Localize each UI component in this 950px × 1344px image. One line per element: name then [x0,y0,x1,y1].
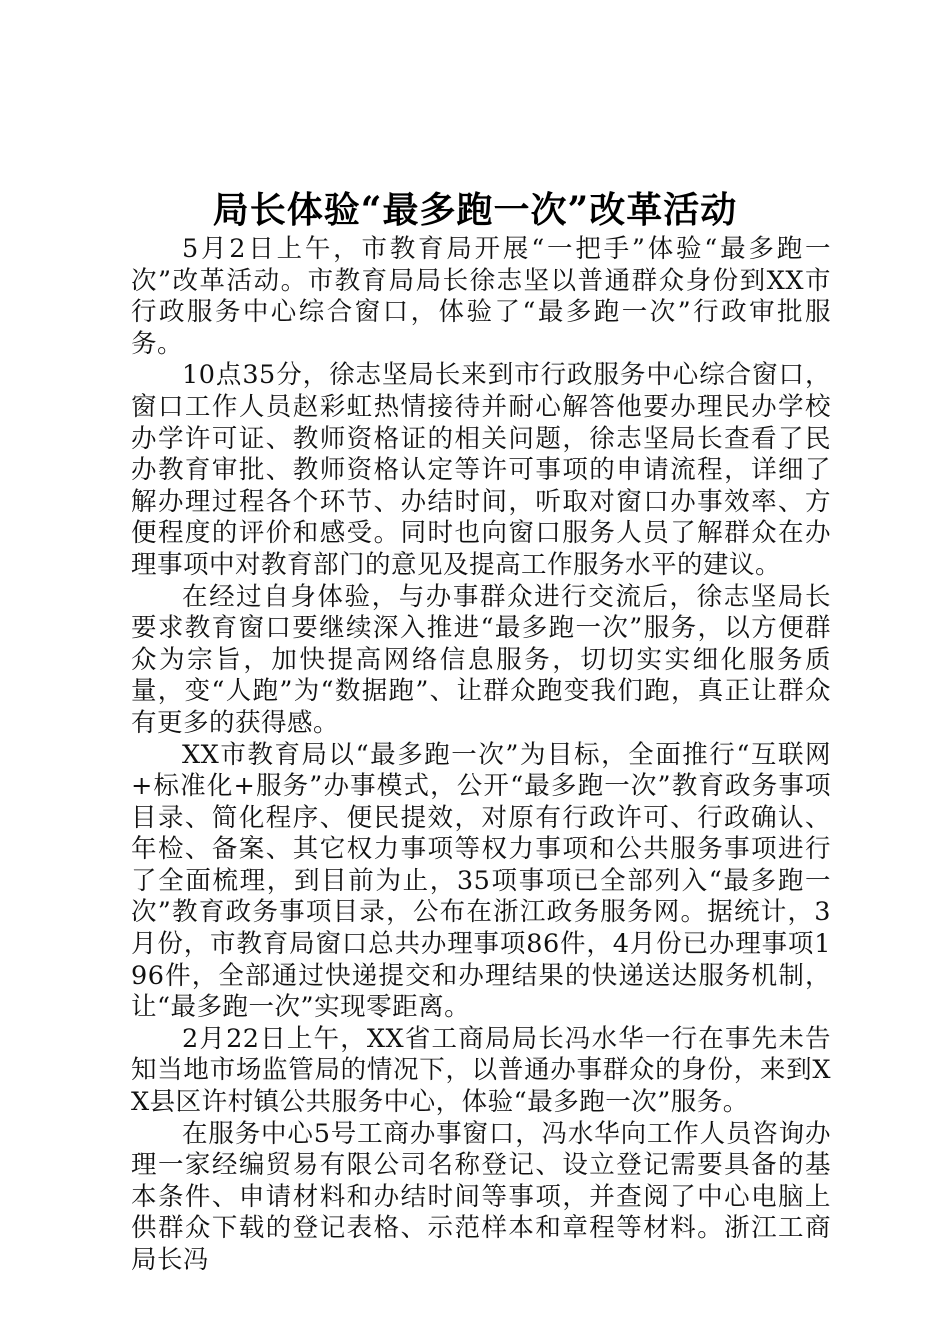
paragraph-3: 在经过自身体验，与办事群众进行交流后，徐志坚局长要求教育窗口要继续深入推进“最多跑一次”服务，以方便群众为宗旨，加快提高网络信息服务，切切实实细化服务质量，变“人跑”为“数据跑”、让群众跑变我们跑，真正让群众有更多的获得感。 [131,581,831,738]
paragraph-6: 在服务中心5号工商办事窗口，冯水华向工作人员咨询办理一家经编贸易有限公司名称登记、设立登记需要具备的基本条件、申请材料和办结时间等事项，并查阅了中心电脑上供群众下载的登记表格、示范样本和章程等材料。浙江工商局长冯 [131,1118,831,1275]
paragraph-5: 2月22日上午，XX省工商局局长冯水华一行在事先未告知当地市场监管局的情况下，以普通办事群众的身份，来到XX县区许村镇公共服务中心，体验“最多跑一次”服务。 [131,1023,831,1118]
paragraph-1: 5月2日上午，市教育局开展“一把手”体验“最多跑一次”改革活动。市教育局局长徐志坚以普通群众身份到XX市行政服务中心综合窗口，体验了“最多跑一次”行政审批服务。 [131,234,831,359]
document-title: 局长体验“最多跑一次”改革活动 [212,189,738,231]
paragraph-4: XX市教育局以“最多跑一次”为目标，全面推行“互联网+标准化+服务”办事模式，公开“最多跑一次”教育政务事项目录、简化程序、便民提效，对原有行政许可、行政确认、年检、备案、其它权力事项等权力事项和公共服务事项进行了全面梳理，到目前为止，35项事项已全部列入“最多跑一次”教育政务事项目录，公布在浙江政务服务网。据统计，3月份，市教育局窗口总共办理事项86件，4月份已办理事项196件，全部通过快递提交和办理结果的快递送达服务机制，让“最多跑一次”实现零距离。 [131,739,831,1023]
document-body [131,234,831,1277]
paragraph-2: 10点35分，徐志坚局长来到市行政服务中心综合窗口，窗口工作人员赵彩虹热情接待并耐心解答他要办理民办学校办学许可证、教师资格证的相关问题，徐志坚局长查看了民办教育审批、教师资格认定等许可事项的申请流程，详细了解办理过程各个环节、办结时间，听取对窗口办事效率、方便程度的评价和感受。同时也向窗口服务人员了解群众在办理事项中对教育部门的意见及提高工作服务水平的建议。 [131,360,831,580]
